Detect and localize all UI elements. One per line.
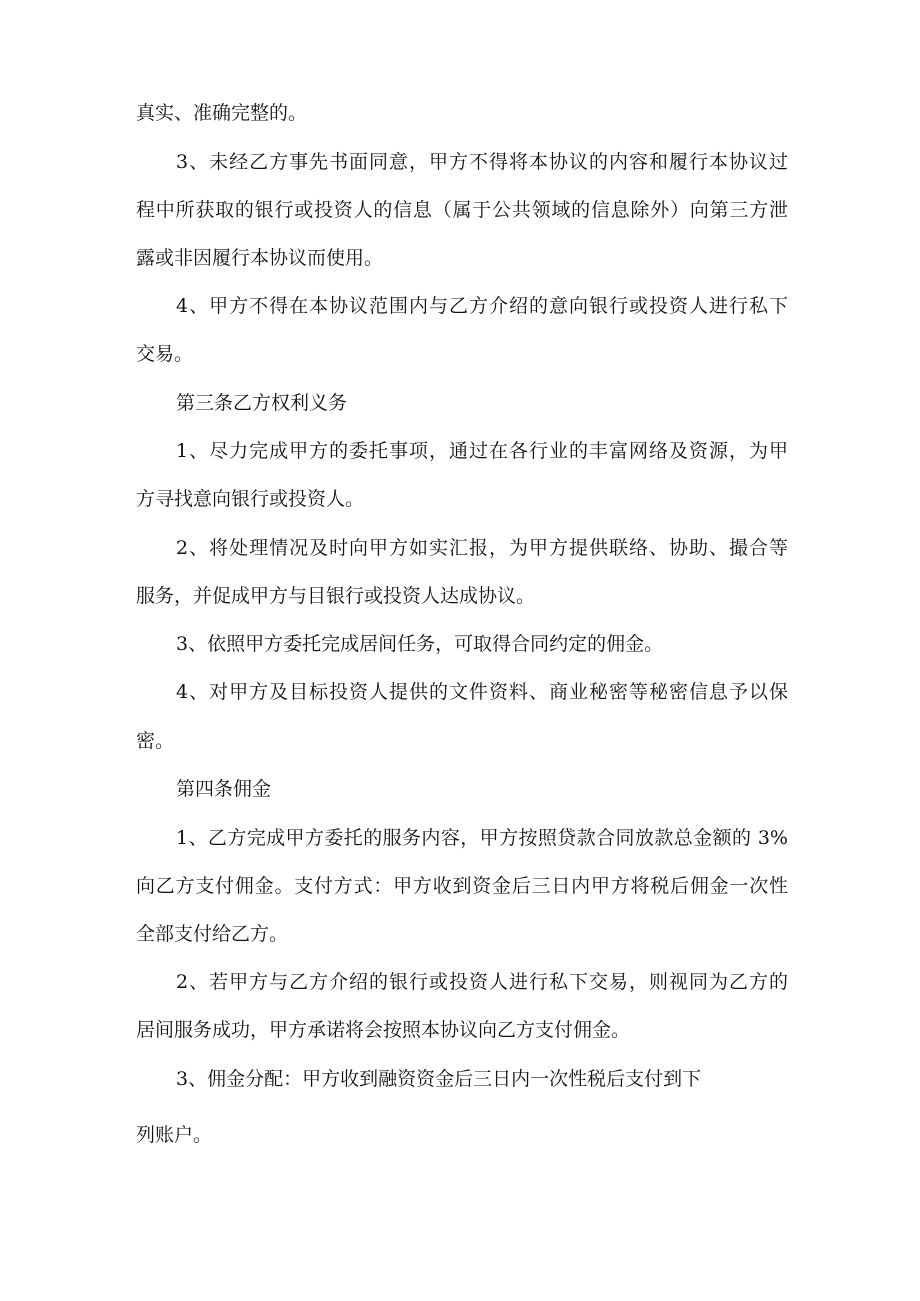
text-line: 2、若甲方与乙方介绍的银行或投资人进行私下交易，则视同为乙方的 [176, 971, 788, 993]
text-line: 3、依照甲方委托完成居间任务，可取得合同约定的佣金。 [176, 633, 664, 655]
text-line: 服务，并促成甲方与目银行或投资人达成协议。 [136, 585, 536, 607]
text-line: 方寻找意向银行或投资人。 [136, 488, 365, 510]
text-line: 4、甲方不得在本协议范围内与乙方介绍的意向银行或投资人进行私下 [176, 295, 788, 317]
section-heading: 第四条佣金 [176, 778, 272, 800]
text-line: 密。 [136, 730, 175, 752]
text-line: 1、尽力完成甲方的委托事项，通过在各行业的丰富网络及资源，为甲 [176, 440, 788, 462]
text-line: 真实、准确完整的。 [136, 102, 308, 124]
text-line: 程中所获取的银行或投资人的信息（属于公共领域的信息除外）向第三方泄 [136, 199, 788, 221]
text-line: 向乙方支付佣金。支付方式：甲方收到资金后三日内甲方将税后佣金一次性 [136, 875, 788, 897]
text-line: 露或非因履行本协议而使用。 [136, 247, 384, 269]
text-line: 1、乙方完成甲方委托的服务内容，甲方按照贷款合同放款总金额的 3% [176, 827, 788, 849]
text-line: 列账户。 [136, 1124, 213, 1146]
text-line: 全部支付给乙方。 [136, 923, 289, 945]
text-line: 3、未经乙方事先书面同意，甲方不得将本协议的内容和履行本协议过 [176, 151, 788, 173]
text-line: 4、对甲方及目标投资人提供的文件资料、商业秘密等秘密信息予以保 [176, 681, 788, 703]
text-line: 交易。 [136, 343, 194, 365]
text-line: 3、佣金分配：甲方收到融资资金后三日内一次性税后支付到下 [176, 1068, 702, 1090]
text-line: 居间服务成功，甲方承诺将会按照本协议向乙方支付佣金。 [136, 1019, 631, 1041]
section-heading: 第三条乙方权利义务 [176, 392, 348, 414]
text-line: 2、将处理情况及时向甲方如实汇报，为甲方提供联络、协助、撮合等 [176, 537, 788, 559]
